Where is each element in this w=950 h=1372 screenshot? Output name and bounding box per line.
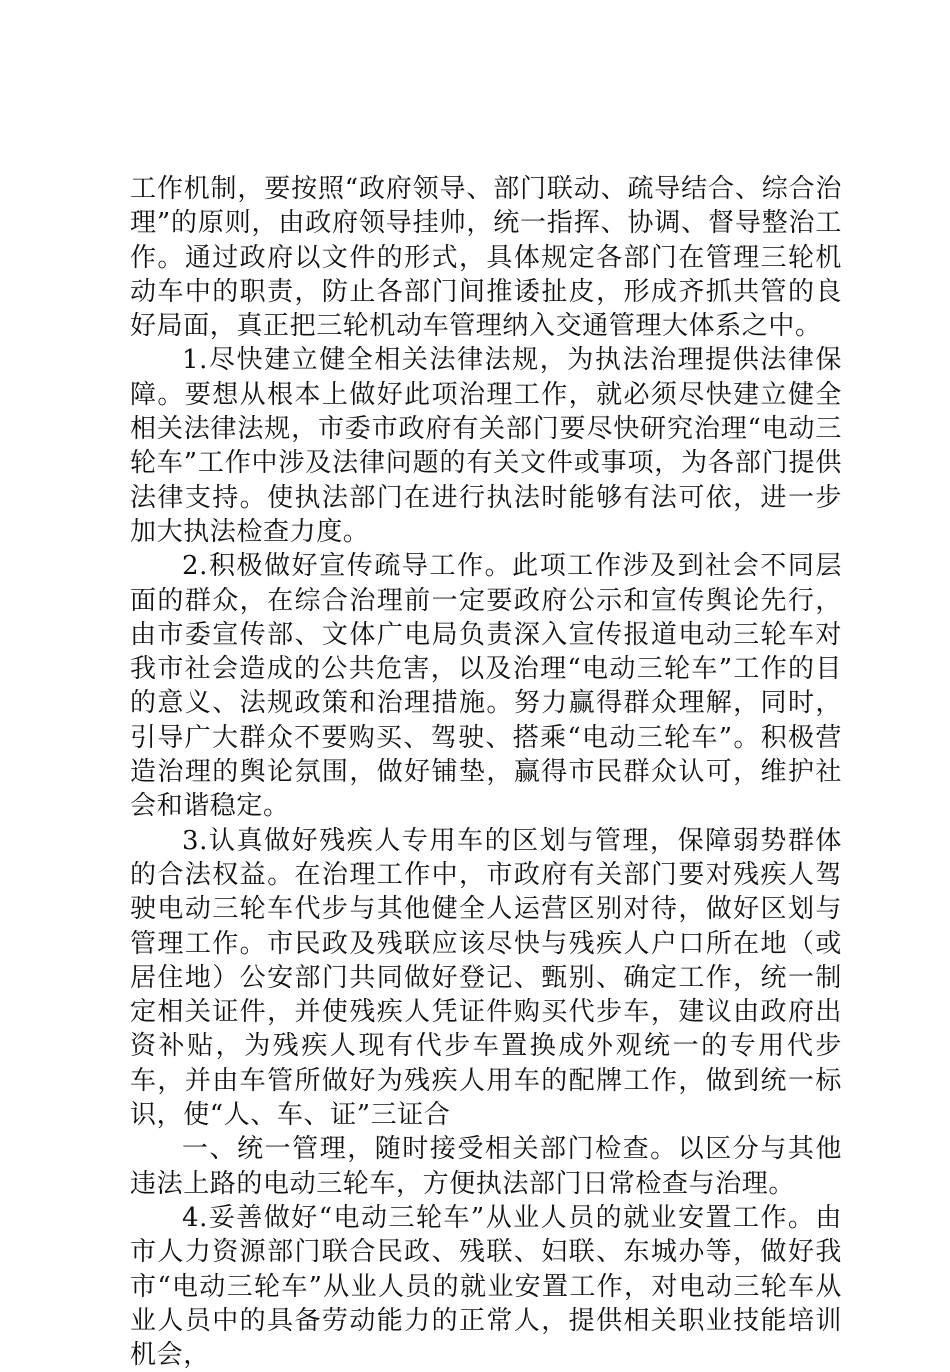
paragraph-item-2: 2.积极做好宣传疏导工作。此项工作涉及到社会不同层面的群众，在综合治理前一定要政府公示和宣传舆论先行，由市委宣传部、文体广电局负责深入宣传报道电动三轮车对我市社会造成的公共危害，以及治理“电动三轮车”工作的目的意义、法规政策和治理措施。努力赢得群众理解，同时，引导广大群众不要购买、驾驶、搭乘“电动三轮车”。积极营造治理的舆论氛围，做好铺垫，赢得市民群众认可，维护社会和谐稳定。 [130, 551, 842, 822]
paragraph-item-1: 1.尽快建立健全相关法律法规，为执法治理提供法律保障。要想从根本上做好此项治理工作，就必须尽快建立健全相关法律法规，市委市政府有关部门要尽快研究治理“电动三轮车”工作中涉及法律问题的有关文件或事项，为各部门提供法律支持。使执法部门在进行执法时能够有法可依，进一步加大执法检查力度。 [130, 345, 842, 547]
document-body [130, 172, 842, 1372]
paragraph-item-4: 4.妥善做好“电动三轮车”从业人员的就业安置工作。由市人力资源部门联合民政、残联、妇联、东城办等，做好我市“电动三轮车”从业人员的就业安置工作，对电动三轮车从业人员中的具备劳动能力的正常人，提供相关职业技能培训机会， [130, 1202, 842, 1371]
paragraph-item-3-continued: 一、统一管理，随时接受相关部门检查。以区分与其他违法上路的电动三轮车，方便执法部门日常检查与治理。 [130, 1134, 842, 1199]
paragraph-item-3: 3.认真做好残疾人专用车的区划与管理，保障弱势群体的合法权益。在治理工作中，市政府有关部门要对残疾人驾驶电动三轮车代步与其他健全人运营区别对待，做好区划与管理工作。市民政及残联应该尽快与残疾人户口所在地（或居住地）公安部门共同做好登记、甄别、确定工作，统一制定相关证件，并使残疾人凭证件购买代步车，建议由政府出资补贴，为残疾人现有代步车置换成外观统一的专用代步车，并由车管所做好为残疾人用车的配牌工作，做到统一标识，使“人、车、证”三证合 [130, 825, 842, 1131]
paragraph-intro: 工作机制，要按照“政府领导、部门联动、疏导结合、综合治理”的原则，由政府领导挂帅，统一指挥、协调、督导整治工作。通过政府以文件的形式，具体规定各部门在管理三轮机动车中的职责，防止各部门间推诿扯皮，形成齐抓共管的良好局面，真正把三轮机动车管理纳入交通管理大体系之中。 [130, 174, 842, 342]
